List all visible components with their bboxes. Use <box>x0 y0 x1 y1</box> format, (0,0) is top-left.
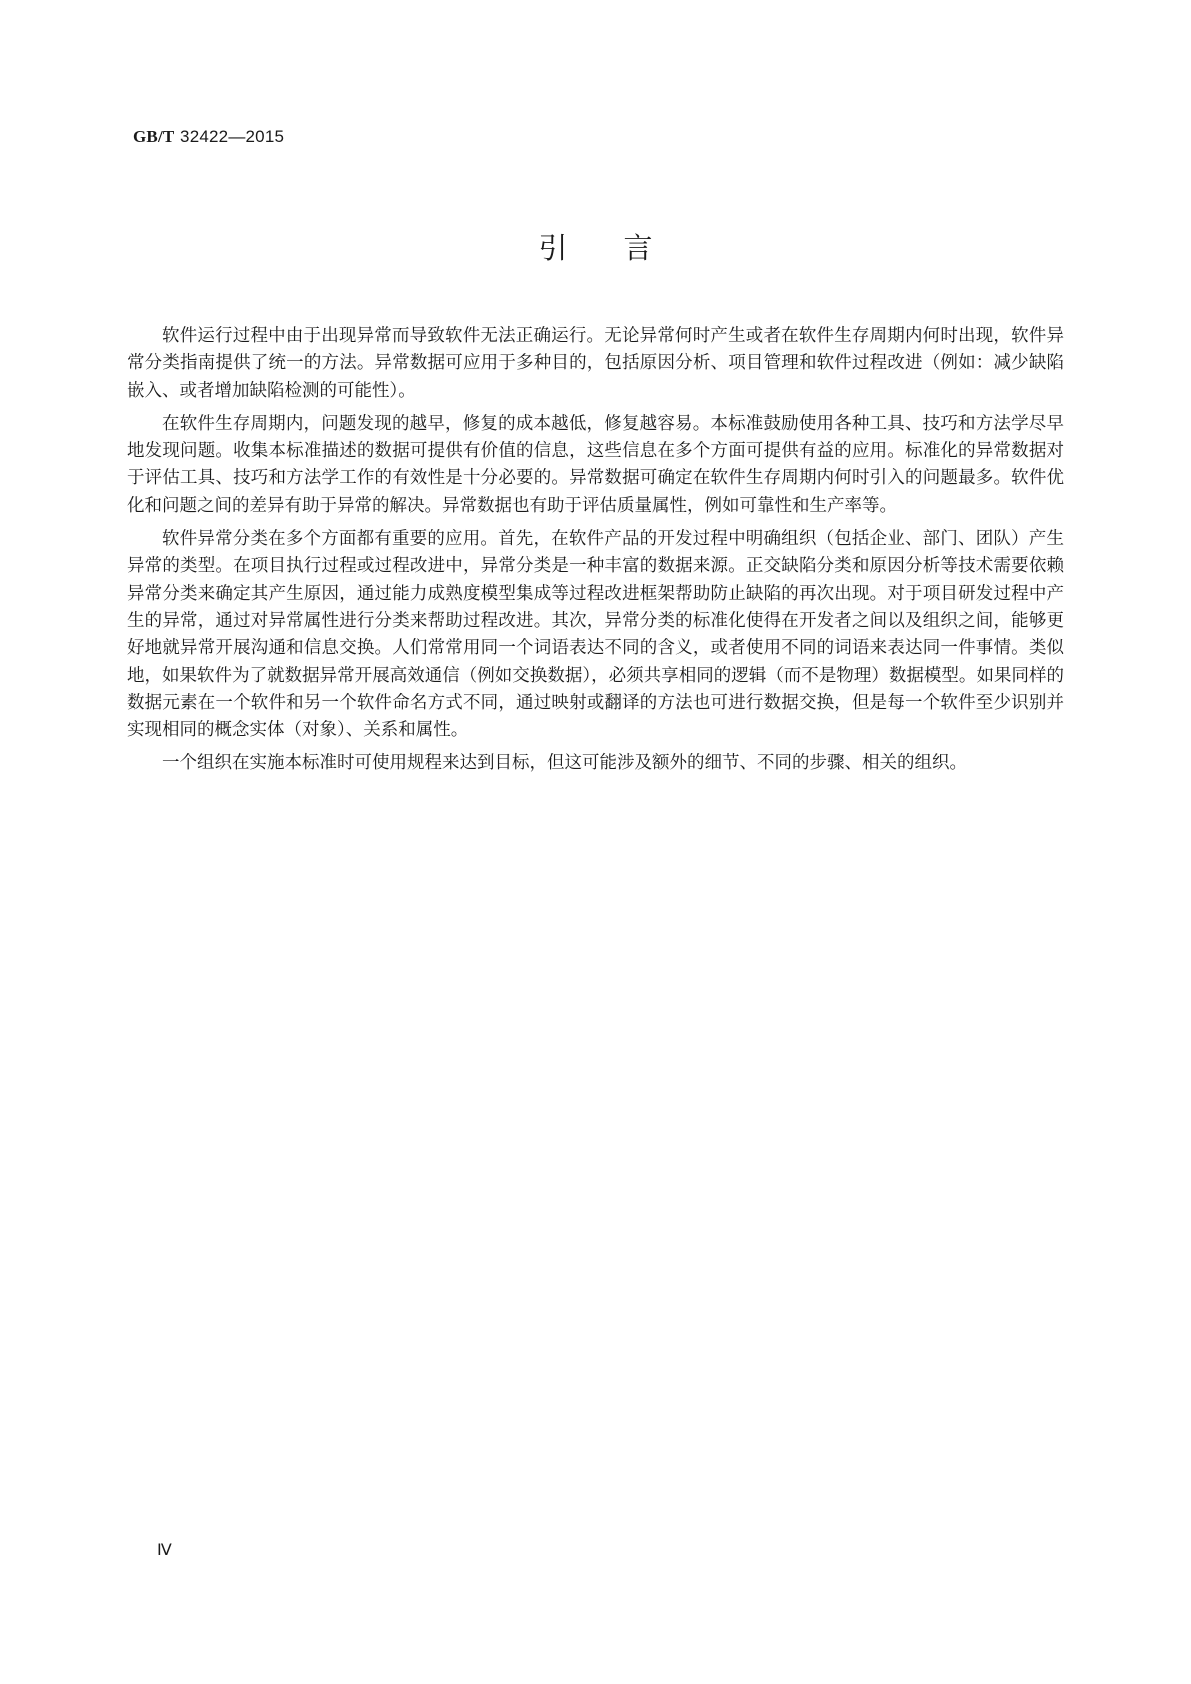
body-text <box>127 323 1064 784</box>
standard-code: GB/T <box>133 127 175 146</box>
page-number: Ⅳ <box>157 1542 172 1559</box>
standard-header <box>133 127 284 147</box>
paragraph: 软件运行过程中由于出现异常而导致软件无法正确运行。无论异常何时产生或者在软件生存周期内何时出现，软件异常分类指南提供了统一的方法。异常数据可应用于多种目的，包括原因分析、项目管理和软件过程改进（例如：减少缺陷嵌入、或者增加缺陷检测的可能性）。 <box>127 326 1064 401</box>
paragraph: 在软件生存周期内，问题发现的越早，修复的成本越低，修复越容易。本标准鼓励使用各种工具、技巧和方法学尽早地发现问题。收集本标准描述的数据可提供有价值的信息，这些信息在多个方面可提供有益的应用。标准化的异常数据对于评估工具、技巧和方法学工作的有效性是十分必要的。异常数据可确定在软件生存周期内何时引入的问题最多。软件优化和问题之间的差异有助于异常的解决。异常数据也有助于评估质量属性，例如可靠性和生产率等。 <box>127 413 1064 516</box>
page-title: 引言 <box>538 231 709 265</box>
paragraph: 软件异常分类在多个方面都有重要的应用。首先，在软件产品的开发过程中明确组织（包括企业、部门、团队）产生异常的类型。在项目执行过程或过程改进中，异常分类是一种丰富的数据来源。正交缺陷分类和原因分析等技术需要依赖异常分类来确定其产生原因，通过能力成熟度模型集成等过程改进框架帮助防止缺陷的再次出现。对于项目研发过程中产生的异常，通过对异常属性进行分类来帮助过程改进。其次，异常分类的标准化使得在开发者之间以及组织之间，能够更好地就异常开展沟通和信息交换。人们常常用同一个词语表达不同的含义，或者使用不同的词语来表达同一件事情。类似地，如果软件为了就数据异常开展高效通信（例如交换数据），必须共享相同的逻辑（而不是物理）数据模型。如果同样的数据元素在一个软件和另一个软件命名方式不同，通过映射或翻译的方法也可进行数据交换，但是每一个软件至少识别并实现相同的概念实体（对象）、关系和属性。 <box>127 529 1064 741</box>
paragraph: 一个组织在实施本标准时可使用规程来达到目标，但这可能涉及额外的细节、不同的步骤、相关的组织。 <box>162 753 967 774</box>
standard-number: 32422—2015 <box>180 127 285 146</box>
